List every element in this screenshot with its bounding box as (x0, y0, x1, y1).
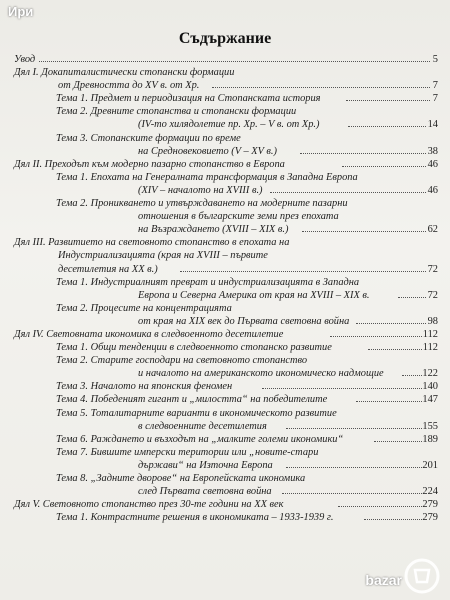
toc-page-number: 62 (427, 224, 438, 236)
dot-leader (364, 519, 422, 520)
toc-entry (0, 485, 450, 498)
toc-entry-text: Тема 2. Процесите на концентрацията (56, 302, 232, 314)
toc-entry (0, 118, 450, 131)
toc-entry-text: (IV-то хилядолетие пр. Хр. – V в. от Хр.) (138, 119, 320, 131)
toc-entry (0, 263, 450, 276)
toc-entry-text: Дял ІІ. Преходът към модерно пазарно стопанство в Европа (14, 158, 285, 170)
toc-entry (0, 472, 450, 485)
toc-entry-text: Дял ІV. Световната икономика в следвоенното десетилетие (14, 328, 284, 340)
toc-page-number: 201 (422, 459, 438, 471)
toc-entry-text: на Средновековието (V – XV в.) (138, 145, 277, 157)
toc-entry-text: и началото на американското икономическо надмощие (138, 368, 384, 380)
toc-page-number: 5 (432, 54, 438, 65)
toc-page-number: 147 (422, 394, 438, 406)
toc-entry-text: от края на XIX век до Първата световна война (138, 315, 350, 327)
toc-entry (0, 210, 450, 223)
dot-leader (39, 61, 430, 62)
site-watermark: Ири (8, 4, 34, 19)
toc-entry-text: отношения в българските земи през епохата (138, 211, 339, 223)
toc-entry (0, 171, 450, 184)
dot-leader (338, 506, 422, 507)
toc-entry (0, 289, 450, 302)
toc-entry-text: Тема 3. Началото на японския феномен (56, 381, 233, 393)
dot-leader (262, 388, 422, 389)
toc-entry-text: Тема 2. Проникването и утвърждаването на модерните пазарни (56, 198, 348, 210)
dot-leader (402, 375, 422, 376)
toc-entry (0, 341, 450, 354)
toc-entry-text: Тема 4. Победеният гигант и „милостта“ на победителите (56, 394, 328, 406)
dot-leader (302, 231, 426, 232)
dot-leader (374, 441, 422, 442)
toc-entry-text: десетилетия на XX в.) (58, 263, 158, 275)
toc-entry (0, 145, 450, 158)
toc-entry (0, 380, 450, 393)
toc-entry-text: Тема 1. Предмет и периодизация на Стопанската история (56, 93, 321, 105)
toc-entry-text: Тема 3. Стопанските формации по време (56, 132, 241, 144)
toc-entry (0, 433, 450, 446)
toc-entry (0, 407, 450, 420)
toc-entry (0, 302, 450, 315)
toc-entry (0, 92, 450, 105)
toc-page-number: 224 (422, 486, 438, 498)
toc-page-number: 46 (427, 184, 438, 196)
toc-entry-text: след Първата световна война (138, 486, 272, 498)
toc-page-number: 72 (427, 289, 438, 301)
toc-page-number: 98 (427, 315, 438, 327)
toc-entry-text: в следвоенните десетилетия (138, 420, 267, 432)
toc-page-number: 140 (422, 381, 438, 393)
toc-entry-text: на Възраждането (XVIII – XIX в.) (138, 224, 289, 236)
toc-page-number: 189 (422, 433, 438, 445)
toc-entry (0, 328, 450, 341)
toc-entry (0, 79, 450, 92)
toc-entry (0, 197, 450, 210)
dot-leader (286, 428, 422, 429)
toc-page-number: 279 (422, 499, 438, 511)
dot-leader (330, 336, 422, 337)
toc-entry-text: Тема 1. Индустриалният преврат и индустриализацията в Западна (56, 276, 360, 288)
toc-entry (0, 132, 450, 145)
toc-entry-text: Дял І. Докапиталистически стопански формации (14, 67, 235, 79)
toc-entry (0, 446, 450, 459)
toc-entry-text: Тема 7. Бившите имперски територии или „новите-стари (56, 446, 319, 458)
bazar-logo-text: bazar (365, 572, 402, 588)
toc-entry (0, 420, 450, 433)
toc-entry (0, 459, 450, 472)
toc-page-number: 72 (427, 263, 438, 275)
toc-page-number: 46 (427, 158, 438, 170)
dot-leader (212, 87, 430, 88)
toc-entry (0, 66, 450, 79)
dot-leader (368, 349, 422, 350)
toc-entry-text: Тема 1. Контрастните решения в икономиката – 1933-1939 г. (56, 512, 334, 524)
toc-entry-text: от Древността до XV в. от Хр. (58, 80, 200, 92)
toc-entry (0, 158, 450, 171)
toc-entry-text: Индустриализацията (края на XVIII – първите (58, 250, 268, 262)
toc-entry-text: Европа и Северна Америка от края на XVIII – XIX в. (138, 289, 370, 301)
toc-entry (0, 393, 450, 406)
toc-entry (0, 105, 450, 118)
toc-entry-text: Дял V. Световното стопанство през 30-те години на XX век (14, 499, 284, 511)
toc-entry (0, 315, 450, 328)
toc-entry-text: Тема 6. Раждането и възходът на „малките големи икономики“ (56, 433, 344, 445)
toc-entry-text: Тема 8. „Задните дворове“ на Европейската икономика (56, 473, 306, 484)
toc-entry-text: Тема 1. Епохата на Генералната трансформация в Западна Европа (56, 171, 358, 183)
table-of-contents (0, 53, 450, 524)
toc-page-number: 122 (422, 368, 438, 380)
toc-entry-text: Тема 1. Общи тенденции в следвоенното стопанско развитие (56, 342, 332, 354)
dot-leader (342, 166, 426, 167)
dot-leader (286, 467, 422, 468)
toc-page-number: 279 (422, 512, 438, 524)
toc-entry-text: Тема 5. Тоталитарните варианти в икономическото развитие (56, 407, 337, 419)
dot-leader (270, 192, 426, 193)
toc-entry (0, 249, 450, 262)
bazar-logo-icon (402, 556, 442, 596)
dot-leader (356, 323, 426, 324)
toc-entry (0, 511, 450, 524)
toc-page-number: 38 (427, 145, 438, 157)
toc-page-number: 14 (427, 119, 438, 131)
dot-leader (346, 100, 430, 101)
toc-entry-text: държави“ на Източна Европа (138, 459, 273, 471)
toc-page-number: 155 (422, 420, 438, 432)
dot-leader (180, 271, 426, 272)
toc-entry (0, 53, 450, 66)
toc-page-number: 7 (432, 80, 438, 92)
page-title: Съдържание (178, 30, 272, 47)
toc-entry-text: Тема 2. Старите господари на световното стопанство (56, 355, 308, 367)
toc-entry-text: Тема 2. Древните стопанства и стопански формации (56, 106, 297, 118)
toc-entry (0, 367, 450, 380)
toc-entry (0, 184, 450, 197)
toc-entry-text: Увод (14, 54, 36, 65)
dot-leader (398, 297, 426, 298)
dot-leader (348, 126, 426, 127)
dot-leader (282, 493, 422, 494)
toc-entry (0, 354, 450, 367)
toc-entry-text: Дял ІІІ. Развитието на световното стопанство в епохата на (14, 237, 290, 249)
toc-entry-text: (XIV – началото на XVIII в.) (138, 184, 263, 196)
toc-page-number: 7 (432, 93, 438, 105)
toc-entry (0, 498, 450, 511)
toc-entry (0, 276, 450, 289)
toc-entry (0, 236, 450, 249)
dot-leader (300, 153, 426, 154)
toc-entry (0, 223, 450, 236)
dot-leader (356, 401, 422, 402)
toc-page-number: 112 (422, 342, 438, 354)
toc-page-number: 112 (422, 328, 438, 340)
